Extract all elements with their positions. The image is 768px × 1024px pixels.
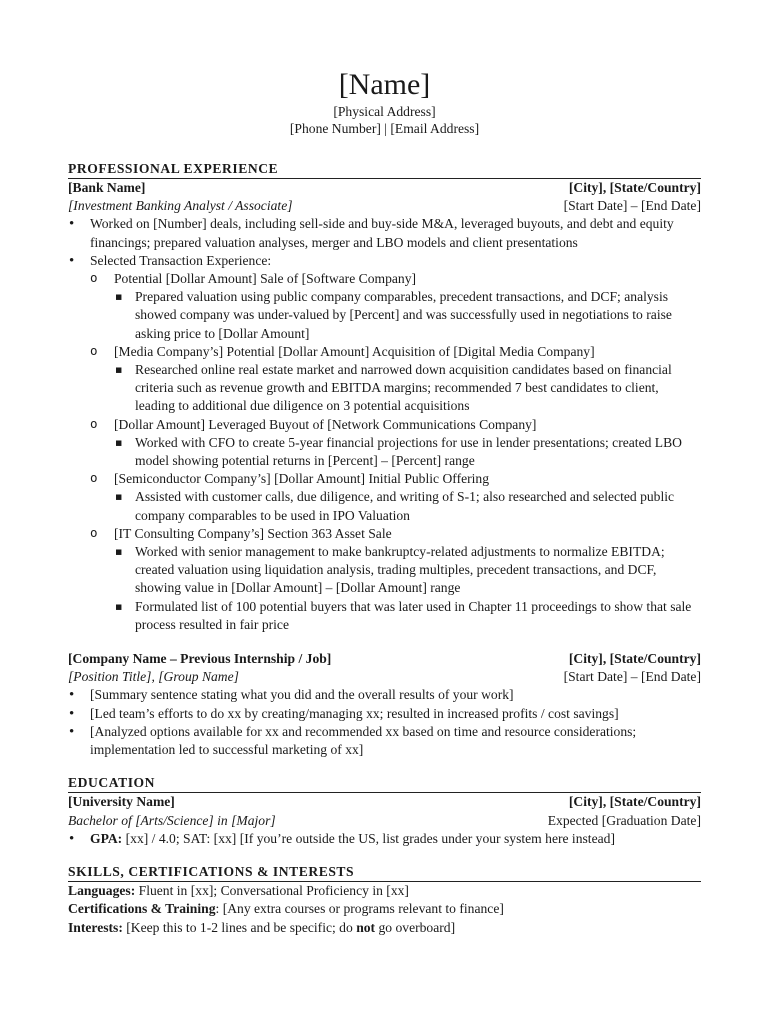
job1-dates: [Start Date] – [End Date]	[563, 198, 701, 214]
deal-title: [Media Company’s] Potential [Dollar Amount] Acquisition of [Digital Media Company]	[114, 343, 595, 359]
certifications-line	[68, 900, 701, 919]
job1-header	[68, 179, 701, 197]
interests-text-c: go overboard]	[375, 919, 456, 935]
languages-line	[68, 882, 701, 901]
resume-header	[68, 68, 701, 137]
interests-label: Interests:	[68, 919, 123, 935]
job1-bullets	[68, 215, 701, 634]
job1-bullet-1: • Worked on [Number] deals, including sell-side and buy-side M&A, leveraged buyouts, and debt and equity financings; prepared valuation analyses, merger and LBO models and client presentations	[68, 215, 701, 251]
deal-detail: ▪ Assisted with customer calls, due diligence, and writing of S-1; also researched and selected public company comparables to be used in IPO Valuation	[114, 488, 701, 524]
job2-location: [City], [State/Country]	[568, 651, 701, 667]
education-subheader	[68, 812, 701, 830]
education-section	[68, 774, 701, 848]
deal-details	[114, 361, 701, 416]
gpa-text: [xx] / 4.0; SAT: [xx] [If you’re outside the US, list grades under your system here instead]	[122, 830, 615, 846]
deal-detail: ▪ Researched online real estate market and narrowed down acquisition candidates based on financial criteria such as revenue growth and EBITDA margins; recommended 7 best candidates to client, leading to additional due diligence on 3 potential acquisitions	[114, 361, 701, 416]
job1-location: [City], [State/Country]	[568, 180, 701, 195]
university-name: [University Name]	[68, 794, 175, 810]
certifications-text: : [Any extra courses or programs relevant to finance]	[215, 901, 504, 917]
deal-item	[90, 343, 701, 416]
experience-section	[68, 160, 701, 759]
job2-header	[68, 650, 701, 668]
job1-company: [Bank Name]	[68, 180, 146, 195]
gpa-label: GPA:	[90, 830, 123, 846]
job2-bullets	[68, 686, 701, 759]
deal-title: [Semiconductor Company’s] [Dollar Amount] Initial Public Offering	[114, 471, 490, 487]
graduation-date: Expected [Graduation Date]	[547, 812, 701, 828]
deal-title: Potential [Dollar Amount] Sale of [Software Company]	[114, 271, 417, 287]
experience-section-title: PROFESSIONAL EXPERIENCE	[68, 160, 701, 179]
interests-text-emphasis: not	[356, 919, 376, 935]
education-header	[68, 793, 701, 811]
degree: Bachelor of [Arts/Science] in [Major]	[68, 812, 276, 828]
deal-title: [Dollar Amount] Leveraged Buyout of [Network Communications Company]	[114, 416, 537, 432]
deal-detail: ▪ Prepared valuation using public company comparables, precedent transactions, and DCF; analysis showed company was under-valued by [Percent] and was successfully used in negotiations to raise asking price to [Dollar Amount]	[114, 288, 701, 343]
deal-details	[114, 434, 701, 470]
deal-item	[90, 470, 701, 525]
interests-text-a: [Keep this to 1-2 lines and be specific; do	[122, 919, 357, 935]
spacer	[68, 634, 701, 650]
job1-bullet-2	[68, 252, 701, 634]
job2-subheader	[68, 668, 701, 686]
gpa-line	[68, 830, 701, 848]
education-section-title: EDUCATION	[68, 774, 701, 793]
deal-item	[90, 416, 701, 471]
job2-bullet-1: • [Summary sentence stating what you did and the overall results of your work]	[68, 686, 701, 704]
job2-company: [Company Name – Previous Internship / Job]	[68, 651, 332, 667]
job2-bullet-2: • [Led team’s efforts to do xx by creating/managing xx; resulted in increased profits / cost savings]	[68, 705, 701, 723]
job2-role: [Position Title], [Group Name]	[68, 669, 239, 685]
education-bullets	[68, 830, 701, 848]
contact-info: [Phone Number] | [Email Address]	[289, 121, 480, 136]
university-location: [City], [State/Country]	[568, 794, 701, 810]
deal-item	[90, 525, 701, 634]
job1-role: [Investment Banking Analyst / Associate]	[68, 198, 293, 214]
physical-address: [Physical Address]	[333, 104, 436, 119]
deal-list	[90, 270, 701, 634]
languages-text: Fluent in [xx]; Conversational Proficiency in [xx]	[135, 882, 409, 898]
deal-item	[90, 270, 701, 343]
deal-detail: ▪ Worked with senior management to make bankruptcy-related adjustments to normalize EBITDA; created valuation using liquidation analysis, trading multiples, precedent transactions, and DCF, showing value in [Dollar Amount] – [Dollar Amount] range	[114, 543, 701, 598]
job1-subheader	[68, 197, 701, 215]
job2-dates: [Start Date] – [End Date]	[563, 669, 701, 685]
skills-section-title: SKILLS, CERTIFICATIONS & INTERESTS	[68, 863, 701, 882]
deal-detail: ▪ Formulated list of 100 potential buyers that was later used in Chapter 11 proceedings to show that sale process resulted in fair price	[114, 598, 701, 634]
deal-detail: ▪ Worked with CFO to create 5-year financial projections for use in lender presentations; created LBO model showing potential returns in [Percent] – [Percent] range	[114, 434, 701, 470]
deal-details	[114, 543, 701, 634]
deal-details	[114, 288, 701, 343]
certifications-label: Certifications & Training	[68, 901, 216, 917]
languages-label: Languages:	[68, 882, 136, 898]
skills-section	[68, 863, 701, 938]
deal-title: [IT Consulting Company’s] Section 363 Asset Sale	[114, 525, 392, 541]
deal-details	[114, 488, 701, 524]
job1-bullet-2-text: Selected Transaction Experience:	[90, 252, 272, 268]
interests-line	[68, 919, 701, 938]
candidate-name: [Name]	[338, 68, 431, 101]
job2-bullet-3: • [Analyzed options available for xx and recommended xx based on time and resource considerations; implementation led to successful marketing of xx]	[68, 723, 701, 759]
